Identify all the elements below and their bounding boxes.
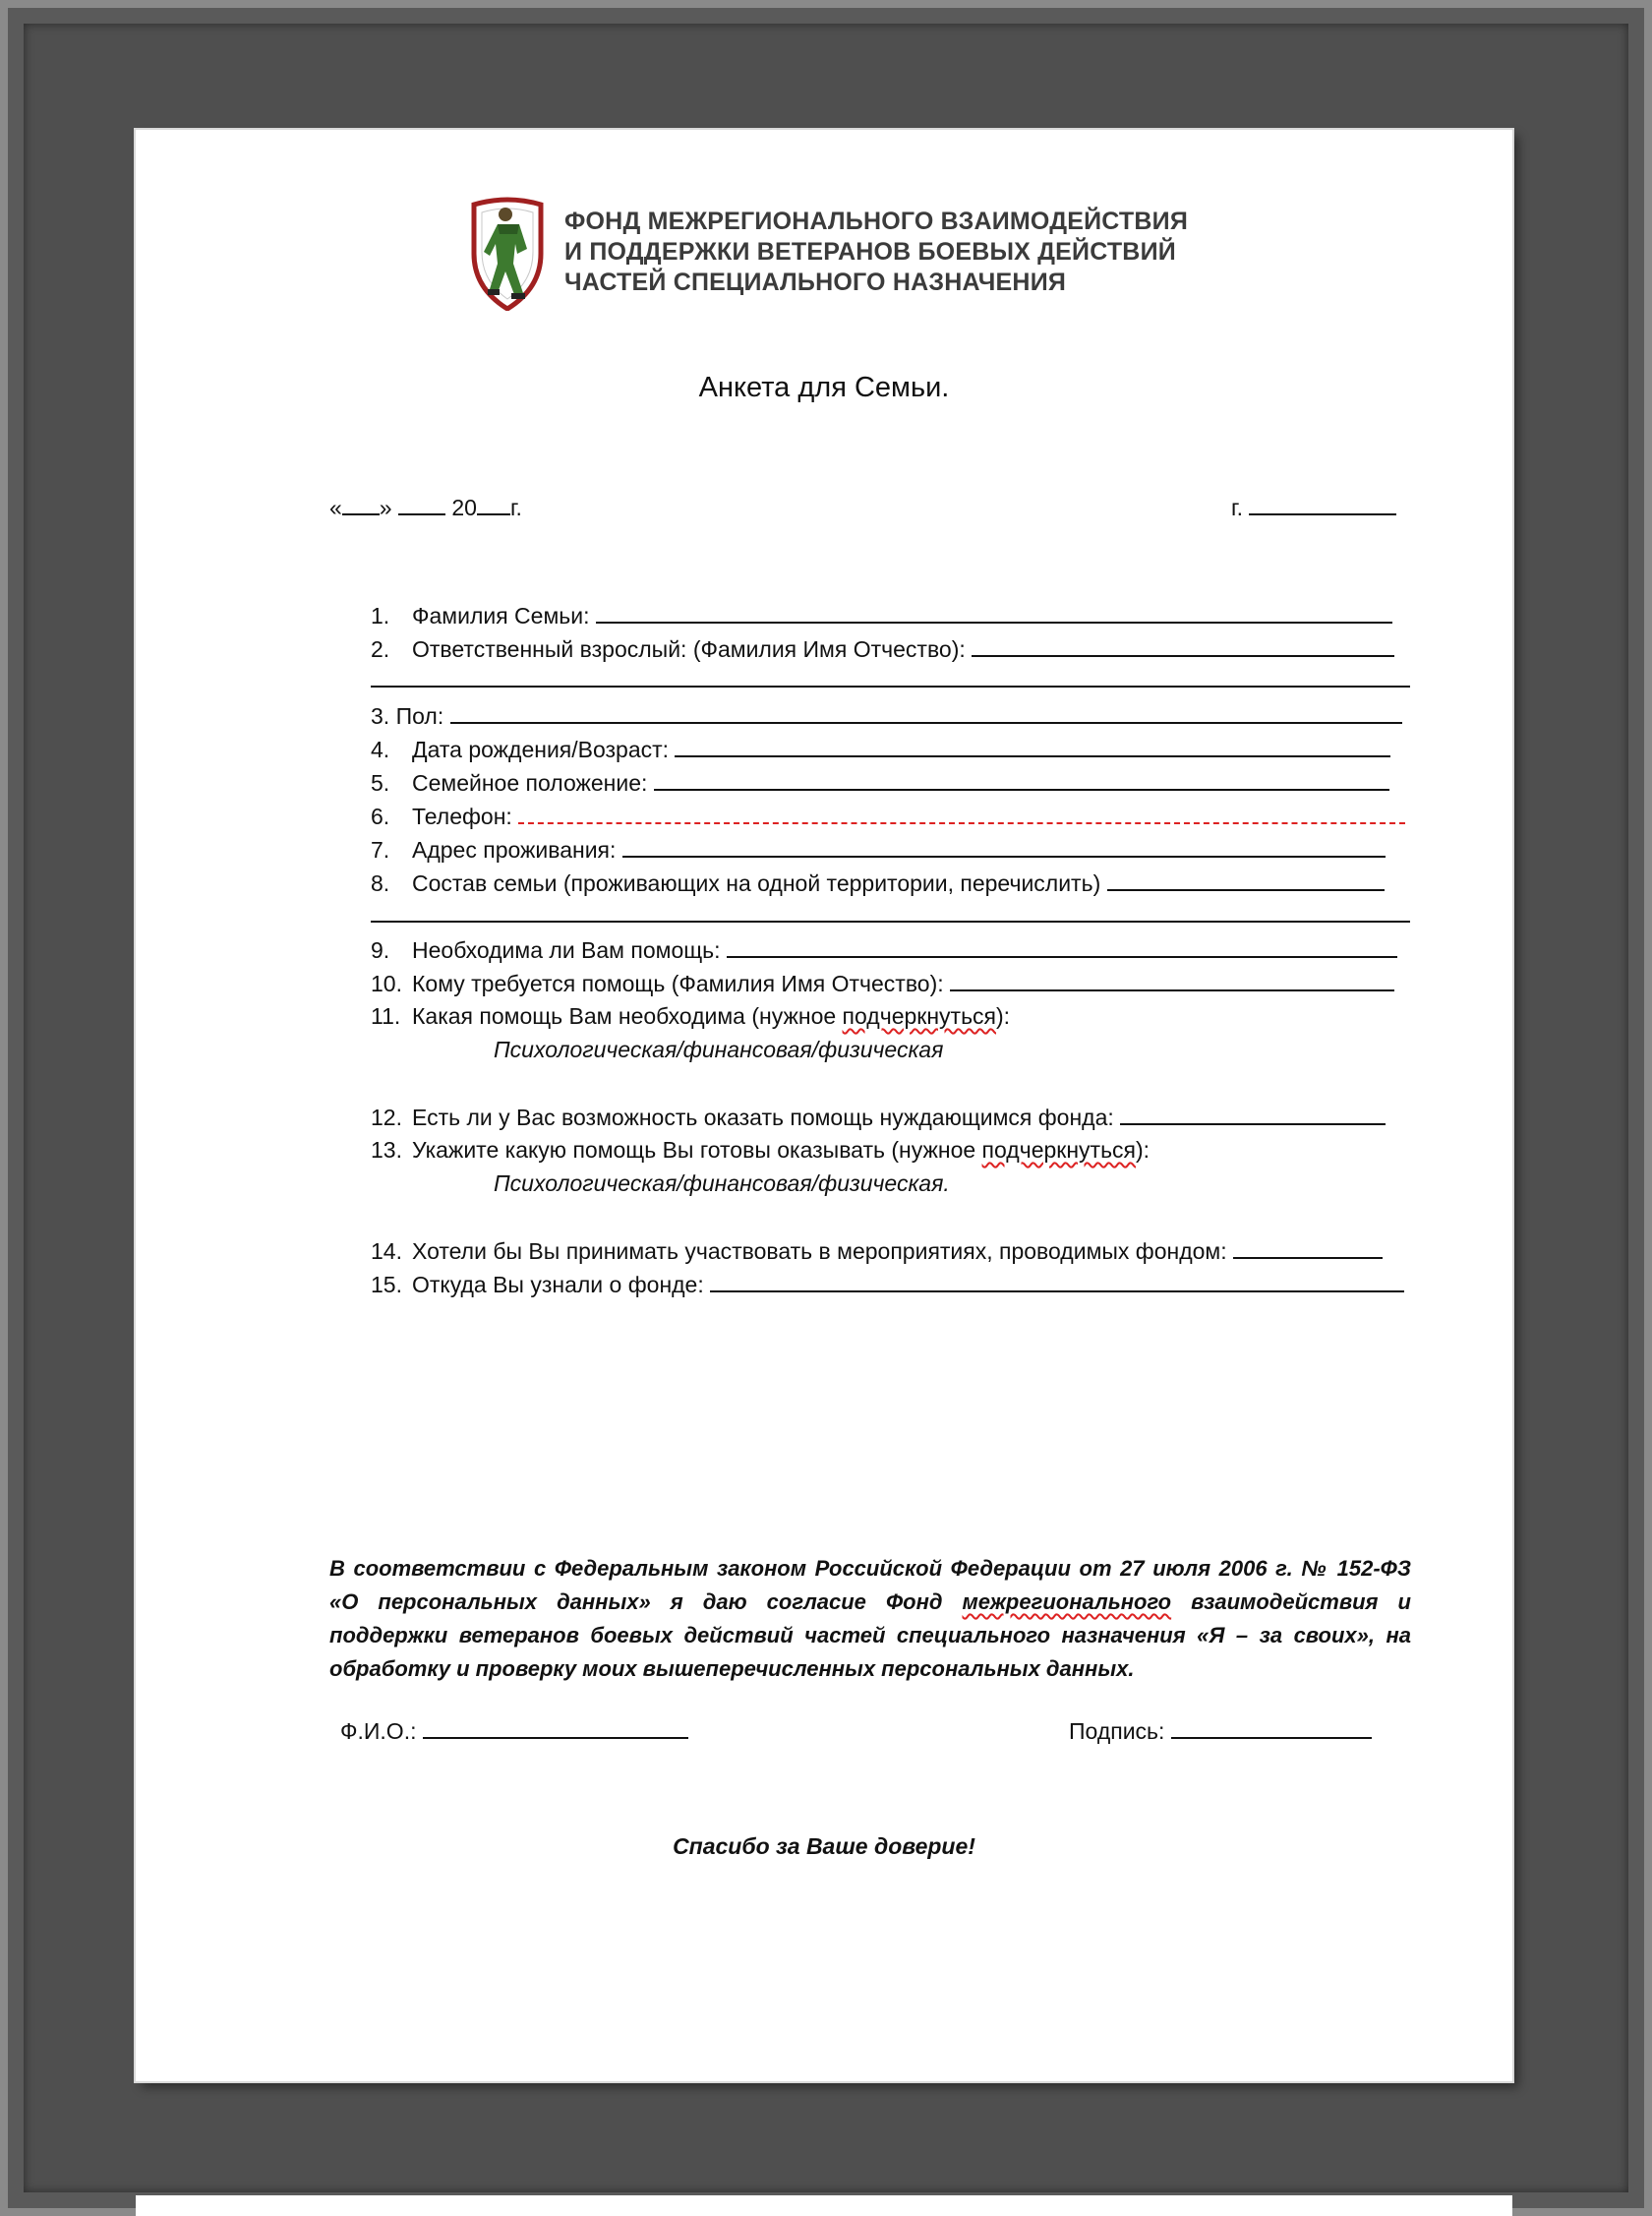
- org-line-3: ЧАСТЕЙ СПЕЦИАЛЬНОГО НАЗНАЧЕНИЯ: [564, 269, 1067, 296]
- field-label: Дата рождения/Возраст:: [412, 737, 670, 762]
- fio-label: Ф.И.О.:: [340, 1718, 417, 1744]
- field-2: [371, 635, 1394, 663]
- thanks-message: Спасибо за Ваше доверие!: [673, 1833, 975, 1859]
- family-composition-blank-2[interactable]: [371, 901, 1410, 923]
- signature-blank[interactable]: [1171, 1717, 1372, 1739]
- org-line-2: И ПОДДЕРЖКИ ВЕТЕРАНОВ БОЕВЫХ ДЕЙСТВИЙ: [564, 238, 1176, 266]
- consent-text-2: взаимодействия и поддержки ветеранов боевых действий частей специального назначения «Я – за своих», на обработку и проверку моих вышеперечисленных персональных данных.: [329, 1589, 1411, 1681]
- consent-text-1: В соответствии с Федеральным законом Российской Федерации от 27 июля 2006 г. № 152-ФЗ «О персональных данных» я даю согласие Фонд: [329, 1556, 1411, 1614]
- field-number: 2.: [371, 636, 390, 662]
- field-15: [371, 1271, 1404, 1298]
- responsible-adult-blank[interactable]: [972, 635, 1394, 657]
- referral-source-blank[interactable]: [710, 1271, 1404, 1292]
- field-label: Откуда Вы узнали о фонде:: [412, 1272, 704, 1297]
- field-label: Кому требуется помощь (Фамилия Имя Отчество):: [412, 971, 944, 996]
- field-number: 12.: [371, 1105, 402, 1130]
- year-blank[interactable]: [477, 494, 510, 515]
- field-13: [371, 1137, 1150, 1164]
- field-8: [371, 869, 1385, 897]
- participation-blank[interactable]: [1233, 1237, 1383, 1259]
- year-suffix: г.: [509, 495, 522, 520]
- gender-blank[interactable]: [450, 702, 1402, 724]
- date-close-quote: »: [379, 495, 392, 520]
- year-prefix: 20: [451, 495, 477, 520]
- field-8-continuation: [371, 901, 1410, 928]
- field-label: Фамилия Семьи:: [412, 603, 590, 629]
- field-label: Какая помощь Вам необходима (нужное: [412, 1003, 843, 1029]
- field-number: 14.: [371, 1238, 402, 1264]
- date-open-quote: «: [329, 495, 342, 520]
- need-help-blank[interactable]: [727, 936, 1397, 958]
- field-number: 8.: [371, 870, 390, 896]
- field-7: [371, 836, 1386, 864]
- field-11: [371, 1003, 1010, 1030]
- field-number: 11.: [371, 1003, 401, 1029]
- field-6: [371, 803, 1405, 830]
- city-prefix: г.: [1231, 495, 1243, 520]
- field-label: Состав семьи (проживающих на одной территории, перечислить): [412, 870, 1101, 896]
- field-10: [371, 970, 1394, 997]
- help-options-13: Психологическая/финансовая/физическая.: [494, 1170, 950, 1196]
- page-title: Анкета для Семьи.: [698, 372, 950, 403]
- field-label: Ответственный взрослый: (Фамилия Имя Отчество):: [412, 636, 966, 662]
- day-blank[interactable]: [342, 494, 380, 515]
- field-label: Телефон:: [412, 804, 512, 829]
- field-label: Есть ли у Вас возможность оказать помощь нуждающимся фонда:: [412, 1105, 1114, 1130]
- field-number: 10.: [371, 971, 402, 996]
- field-12: [371, 1104, 1386, 1131]
- field-5: [371, 769, 1389, 797]
- field-1: [371, 602, 1392, 629]
- field-number: 3.: [371, 703, 390, 729]
- field-label: Необходима ли Вам помощь:: [412, 937, 721, 963]
- fio-blank[interactable]: [423, 1717, 688, 1739]
- document-page: [136, 130, 1512, 2081]
- can-help-blank[interactable]: [1120, 1104, 1386, 1125]
- field-label: Укажите какую помощь Вы готовы оказывать (нужное: [412, 1137, 982, 1163]
- field-label-misspelled: подчеркнуться: [842, 1003, 997, 1029]
- fund-logo-icon: [468, 195, 547, 311]
- field-number: 13.: [371, 1137, 402, 1163]
- field-number: 7.: [371, 837, 390, 863]
- marital-status-blank[interactable]: [654, 769, 1389, 791]
- field-3: [371, 702, 1402, 730]
- field-number: 1.: [371, 603, 390, 629]
- field-label-misspelled: подчеркнуться: [981, 1137, 1137, 1163]
- field-number: 9.: [371, 937, 390, 963]
- address-blank[interactable]: [622, 836, 1386, 858]
- field-label: Хотели бы Вы принимать участвовать в мероприятиях, проводимых фондом:: [412, 1238, 1227, 1264]
- help-recipient-blank[interactable]: [950, 970, 1394, 991]
- signature-label: Подпись:: [1069, 1718, 1165, 1744]
- date-row: [329, 494, 522, 521]
- organization-name: [564, 207, 1312, 298]
- signature-row: [1069, 1717, 1372, 1745]
- field-4: [371, 736, 1390, 763]
- birthdate-blank[interactable]: [675, 736, 1390, 757]
- field-label-end: ):: [1136, 1137, 1150, 1163]
- field-2-continuation: [371, 666, 1410, 693]
- fio-row: [340, 1717, 688, 1745]
- org-line-1: ФОНД МЕЖРЕГИОНАЛЬНОГО ВЗАИМОДЕЙСТВИЯ: [564, 208, 1188, 235]
- field-label: Адрес проживания:: [412, 837, 617, 863]
- family-composition-blank[interactable]: [1107, 869, 1385, 891]
- field-label: Семейное положение:: [412, 770, 648, 796]
- help-options-11: Психологическая/финансовая/физическая: [494, 1037, 944, 1062]
- field-9: [371, 936, 1397, 964]
- consent-statement: [329, 1552, 1411, 1686]
- field-number: 4.: [371, 737, 390, 762]
- phone-blank[interactable]: [518, 803, 1405, 824]
- field-label: Пол:: [395, 703, 444, 729]
- field-label-end: ):: [996, 1003, 1011, 1029]
- responsible-adult-blank-2[interactable]: [371, 666, 1410, 688]
- consent-text-misspelled: межрегионального: [962, 1589, 1172, 1614]
- field-number: 5.: [371, 770, 390, 796]
- city-blank[interactable]: [1249, 494, 1396, 515]
- family-name-blank[interactable]: [596, 602, 1392, 624]
- city-row: [1231, 494, 1396, 521]
- next-page-edge: [136, 2195, 1512, 2216]
- field-14: [371, 1237, 1383, 1265]
- field-number: 15.: [371, 1272, 402, 1297]
- month-blank[interactable]: [398, 494, 445, 515]
- field-number: 6.: [371, 804, 390, 829]
